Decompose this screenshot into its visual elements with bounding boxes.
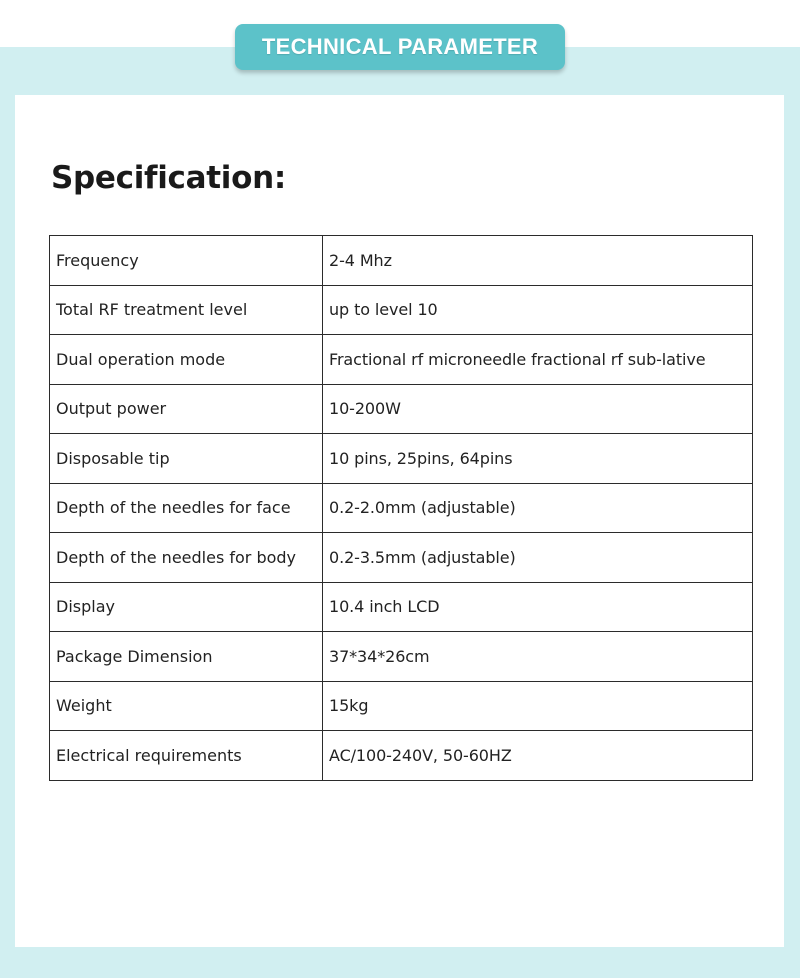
table-row — [50, 731, 753, 781]
table-row — [50, 434, 753, 484]
technical-parameter-banner — [235, 24, 565, 70]
row-label: Total RF treatment level — [50, 285, 323, 335]
table-row — [50, 285, 753, 335]
table-row — [50, 632, 753, 682]
row-value: Fractional rf microneedle fractional rf sub-lative — [323, 335, 753, 385]
row-label: Package Dimension — [50, 632, 323, 682]
table-row — [50, 533, 753, 583]
row-value: 10-200W — [323, 384, 753, 434]
table-row — [50, 681, 753, 731]
row-label: Electrical requirements — [50, 731, 323, 781]
row-value: 10 pins, 25pins, 64pins — [323, 434, 753, 484]
row-value: 0.2-3.5mm (adjustable) — [323, 533, 753, 583]
row-label: Frequency — [50, 236, 323, 286]
row-label: Display — [50, 582, 323, 632]
row-value: 0.2-2.0mm (adjustable) — [323, 483, 753, 533]
row-value: 10.4 inch LCD — [323, 582, 753, 632]
row-label: Depth of the needles for body — [50, 533, 323, 583]
banner-title: TECHNICAL PARAMETER — [261, 34, 539, 59]
row-value: 2-4 Mhz — [323, 236, 753, 286]
row-value: 37*34*26cm — [323, 632, 753, 682]
table-row — [50, 236, 753, 286]
table-row — [50, 384, 753, 434]
section-title: Specification: — [51, 160, 286, 196]
row-label: Weight — [50, 681, 323, 731]
table-row — [50, 483, 753, 533]
row-label: Depth of the needles for face — [50, 483, 323, 533]
row-label: Disposable tip — [50, 434, 323, 484]
table-row — [50, 582, 753, 632]
row-value: AC/100-240V, 50-60HZ — [323, 731, 753, 781]
specification-table — [49, 235, 753, 781]
row-label: Output power — [50, 384, 323, 434]
row-value: up to level 10 — [323, 285, 753, 335]
row-value: 15kg — [323, 681, 753, 731]
table-row — [50, 335, 753, 385]
row-label: Dual operation mode — [50, 335, 323, 385]
